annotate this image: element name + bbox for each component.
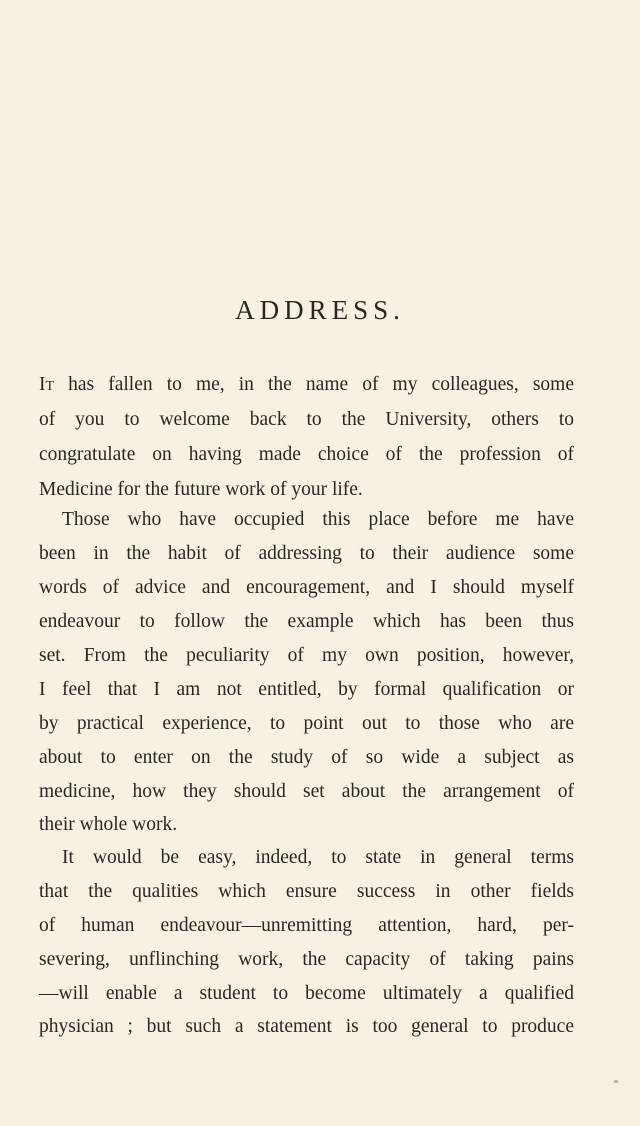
text-line: been in the habit of addressing to their audience some: [39, 543, 574, 564]
text-line: It would be easy, indeed, to state in general terms: [62, 847, 574, 868]
text-line: Those who have occupied this place before me have: [62, 509, 574, 530]
page-heading: ADDRESS.: [235, 295, 405, 325]
text-line: congratulate on having made choice of the profession of: [39, 444, 574, 465]
text-line: set. From the peculiarity of my own position, however,: [39, 645, 574, 666]
text-line: by practical experience, to point out to those who are: [39, 713, 574, 734]
text-line: Medicine for the future work of your life.: [39, 479, 363, 500]
text-line: their whole work.: [39, 814, 178, 835]
text-line: words of advice and encouragement, and I should myself: [39, 577, 574, 598]
text-line: of you to welcome back to the University, others to: [39, 409, 574, 430]
text-line: endeavour to follow the example which has been thus: [39, 611, 574, 632]
text-line: of human endeavour—unremitting attention, hard, per-: [39, 915, 574, 936]
paper-speck: [614, 1080, 618, 1083]
text-line: physician ; but such a statement is too general to produce: [39, 1016, 574, 1037]
text-line: medicine, how they should set about the arrangement of: [39, 781, 574, 802]
text-line: It has fallen to me, in the name of my colleagues, some: [39, 374, 574, 395]
text-line: severing, unflinching work, the capacity of taking pains: [39, 949, 574, 970]
drop-small-caps: It: [39, 374, 55, 395]
text-line: —will enable a student to become ultimately a qualified: [39, 983, 574, 1004]
text-line: that the qualities which ensure success in other fields: [39, 881, 574, 902]
text-line: about to enter on the study of so wide a subject as: [39, 747, 574, 768]
text-line: I feel that I am not entitled, by formal qualification or: [39, 679, 574, 700]
